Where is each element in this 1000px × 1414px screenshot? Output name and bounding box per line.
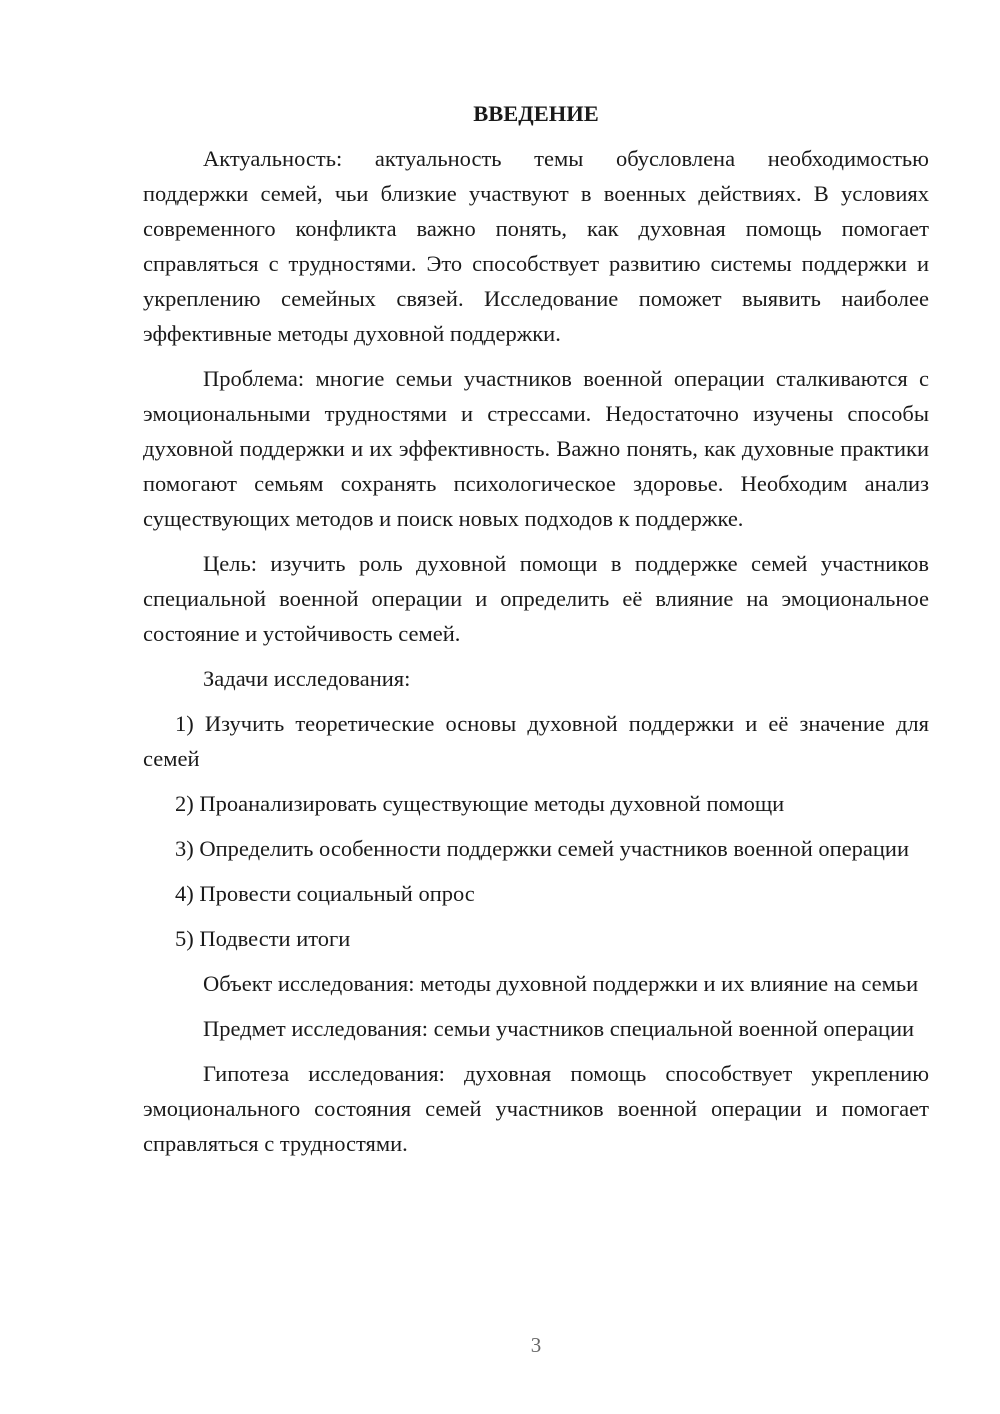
problem-paragraph: Проблема: многие семьи участников военной операции сталкиваются с эмоциональными трудностями и стрессами. Недостаточно изучены способы духовной поддержки и их эффективность. Важно понять, как духовные практики помогают семьям сохранять психологическое здоровье. Необходим анализ существующих методов и поиск новых подходов к поддержке. <box>143 366 929 531</box>
task-item: 3) Определить особенности поддержки семей участников военной операции <box>175 836 909 861</box>
goal-paragraph: Цель: изучить роль духовной помощи в поддержке семей участников специальной военной операции и определить её влияние на эмоциональное состояние и устойчивость семей. <box>143 551 929 646</box>
task-item: 5) Подвести итоги <box>175 926 351 951</box>
task-item: 4) Провести социальный опрос <box>175 881 475 906</box>
section-heading: ВВЕДЕНИЕ <box>473 101 599 126</box>
relevance-paragraph: Актуальность: актуальность темы обусловлена необходимостью поддержки семей, чьи близкие участвуют в военных действиях. В условиях современного конфликта важно понять, как духовная помощь помогает справляться с трудностями. Это способствует развитию системы поддержки и укреплению семейных связей. Исследование поможет выявить наиболее эффективные методы духовной поддержки. <box>143 146 929 346</box>
task-item: 1) Изучить теоретические основы духовной поддержки и её значение для семей <box>143 711 929 771</box>
hypothesis-paragraph: Гипотеза исследования: духовная помощь способствует укреплению эмоционального состояния семей участников военной операции и помогает справляться с трудностями. <box>143 1061 929 1156</box>
subject-paragraph: Предмет исследования: семьи участников специальной военной операции <box>203 1016 915 1041</box>
page-number: 3 <box>530 1333 542 1357</box>
object-paragraph: Объект исследования: методы духовной поддержки и их влияние на семьи <box>203 971 919 996</box>
page-content <box>143 96 929 1171</box>
task-item: 2) Проанализировать существующие методы духовной помощи <box>175 791 785 816</box>
tasks-title: Задачи исследования: <box>203 666 411 691</box>
